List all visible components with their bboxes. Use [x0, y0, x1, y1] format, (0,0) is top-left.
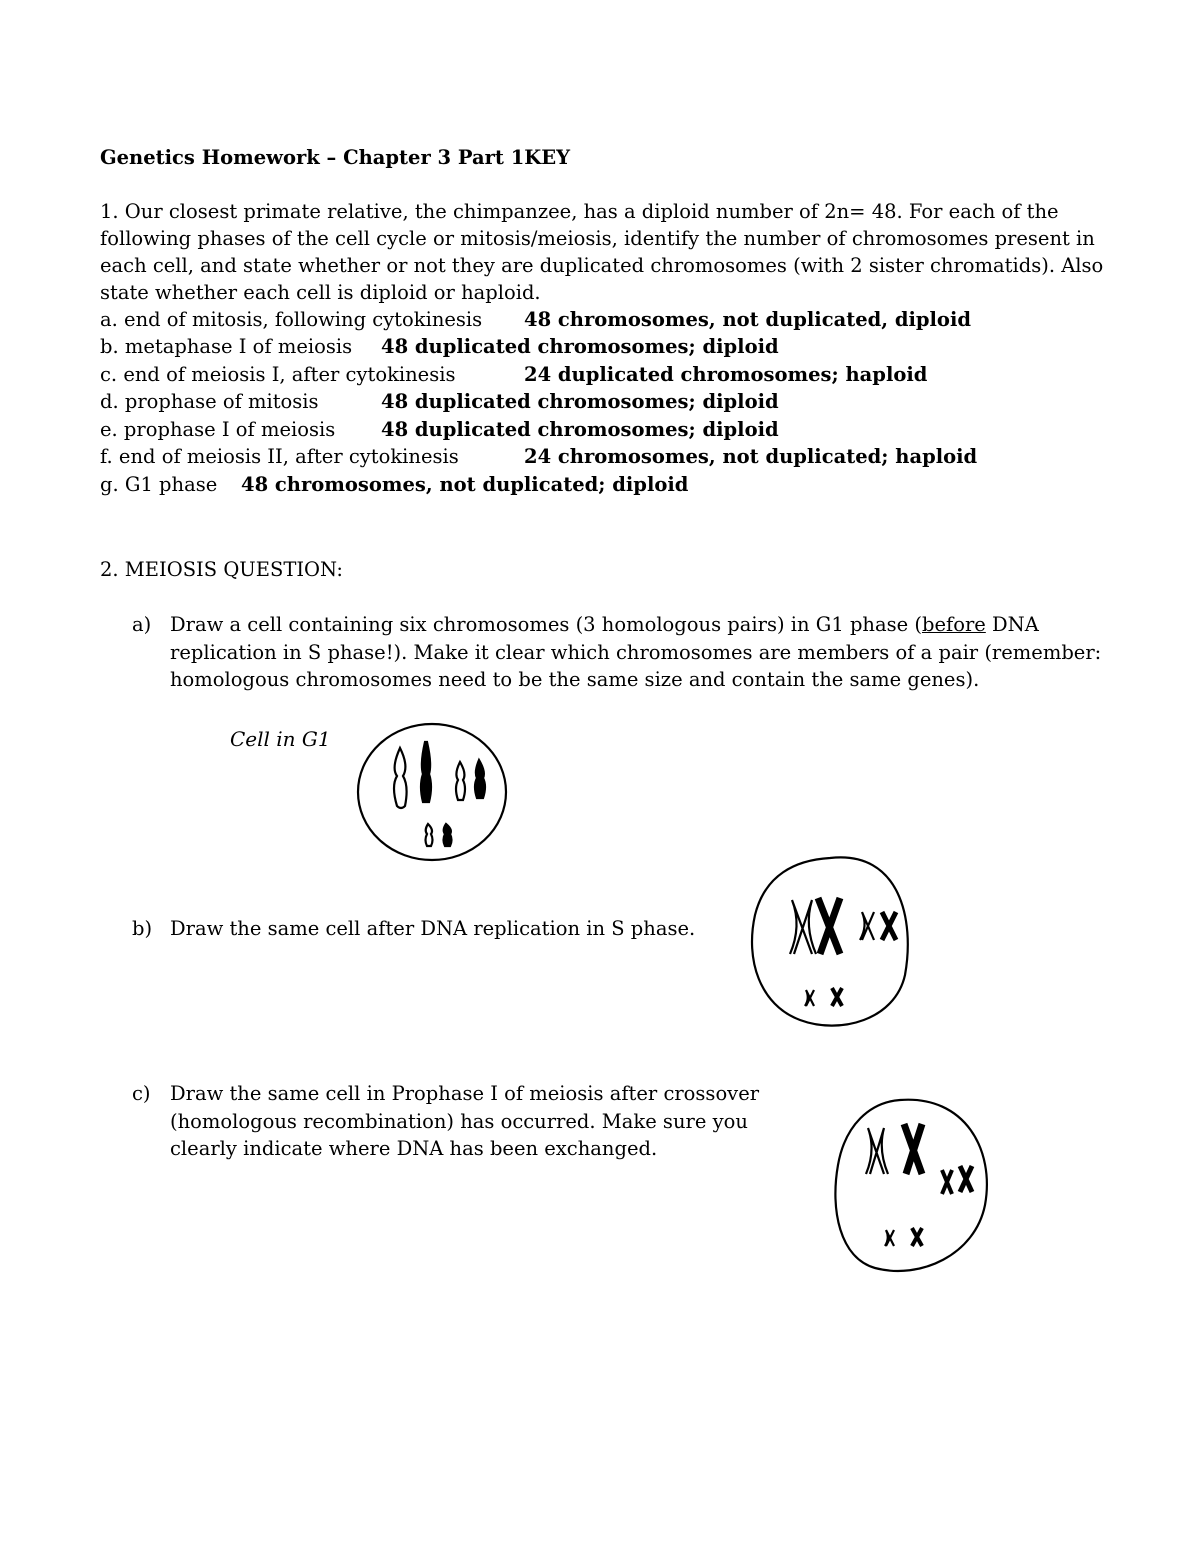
replicated-chromosome-medium-filled [882, 912, 896, 940]
crossover-chromosome-short-filled [912, 1228, 922, 1246]
question-2c-text: Draw the same cell in Prophase I of meiosis after crossover (homologous recombination) has occurred. Make sure you clearly indicate where DNA has been exchanged. [170, 1082, 760, 1160]
crossover-chromosome-short-outline [885, 1230, 894, 1246]
replicated-chromosome-long-filled [818, 898, 840, 954]
item-answer-b: 48 duplicated chromosomes; diploid [381, 335, 779, 358]
item-label-b: b. metaphase I of meiosis [100, 335, 353, 358]
chromosome-medium-filled [475, 760, 485, 798]
question-2a-marker: a) [132, 613, 152, 636]
question-2a-text-post: DNA replication in S phase!). Make it clear which chromosomes are members of a pair (remember: homologous chromosomes need to be the same size and contain the same genes). [170, 613, 1102, 691]
crossover-chromosome-long-outline [866, 1128, 888, 1174]
chromosome-short-outline [426, 824, 433, 846]
page-title: Genetics Homework – Chapter 3 Part 1KEY [100, 146, 571, 169]
item-label-f: f. end of meiosis II, after cytokinesis [100, 445, 459, 468]
crossover-chromosome-long-filled [904, 1124, 922, 1174]
item-label-a: a. end of mitosis, following cytokinesis [100, 308, 483, 331]
item-answer-d: 48 duplicated chromosomes; diploid [381, 390, 779, 413]
question-2b-marker: b) [132, 917, 153, 940]
item-answer-c: 24 duplicated chromosomes; haploid [524, 363, 928, 386]
item-answer-f: 24 chromosomes, not duplicated; haploid [524, 445, 978, 468]
cell-g1-drawing [358, 724, 506, 860]
question-2a-underlined-word: before [921, 613, 986, 636]
question-2a-text-pre: Draw a cell containing six chromosomes (3 homologous pairs) in G1 phase ( [170, 613, 922, 636]
crossover-chromosome-medium-left [942, 1170, 952, 1194]
handwritten-cell-label: Cell in G1 [230, 727, 331, 751]
item-answer-a: 48 chromosomes, not duplicated, diploid [524, 308, 971, 331]
item-answer-g: 48 chromosomes, not duplicated; diploid [241, 473, 689, 496]
chromosome-long-filled [421, 742, 431, 802]
item-label-d: d. prophase of mitosis [100, 390, 319, 413]
item-label-g: g. G1 phase [100, 473, 218, 496]
crossover-chromosome-medium-right [960, 1166, 972, 1192]
item-label-c: c. end of meiosis I, after cytokinesis [100, 363, 456, 386]
cell-prophase-i-drawing [835, 1100, 986, 1271]
chromosome-medium-outline [456, 762, 465, 800]
item-label-e: e. prophase I of meiosis [100, 418, 336, 441]
replicated-chromosome-long-outline [790, 900, 816, 954]
item-answer-e: 48 duplicated chromosomes; diploid [381, 418, 779, 441]
replicated-chromosome-short-filled [832, 988, 842, 1006]
question-2b-text: Draw the same cell after DNA replication in S phase. [170, 917, 696, 940]
replicated-chromosome-medium-outline [860, 912, 874, 940]
chromosome-short-filled [444, 824, 452, 846]
replicated-chromosome-short-outline [805, 990, 814, 1006]
cell-membrane-s-phase [752, 857, 908, 1025]
chromosome-long-outline [394, 748, 407, 808]
question-1-prompt: 1. Our closest primate relative, the chimpanzee, has a diploid number of 2n= 48. For each of the following phases of the cell cycle or mitosis/meiosis, identify the number of chromosomes present in each cell, and state whether or not they are duplicated chromosomes (with 2 sister chromatids). Also state whether each cell is diploid or haploid. [100, 200, 1104, 304]
question-2-heading: 2. MEIOSIS QUESTION: [100, 558, 343, 581]
cell-s-phase-drawing [752, 857, 908, 1025]
question-2c-marker: c) [132, 1082, 151, 1105]
